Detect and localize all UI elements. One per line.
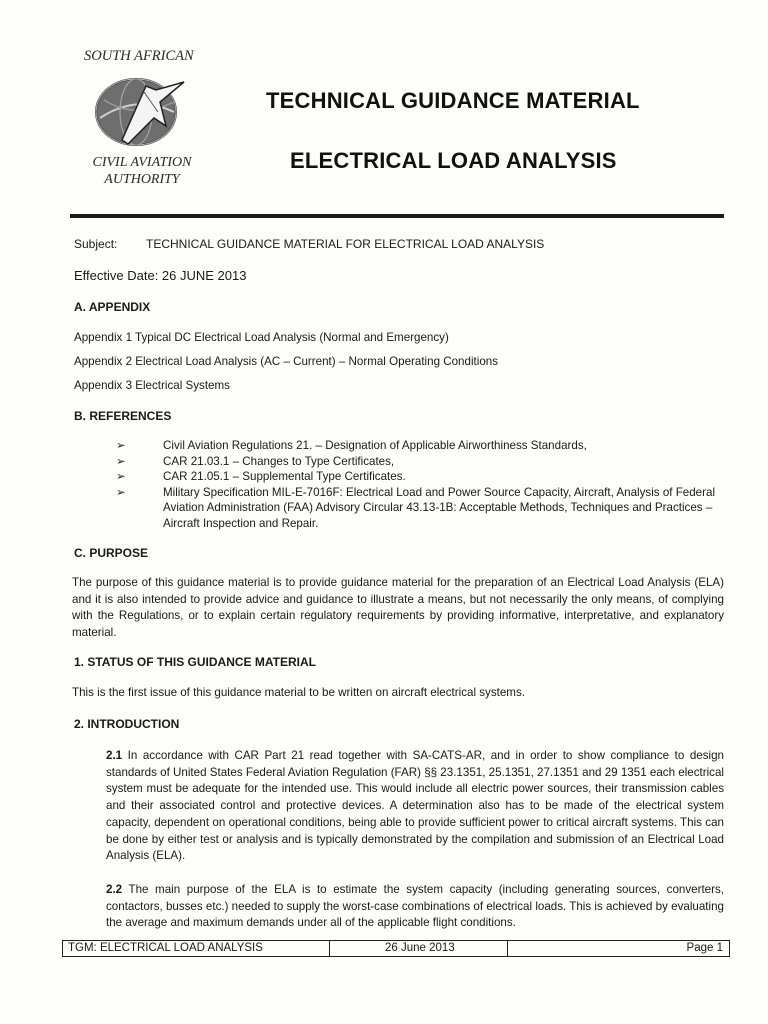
globe-aircraft-emblem-icon — [84, 72, 196, 154]
appendix-item: Appendix 2 Electrical Load Analysis (AC – Current) – Normal Operating Conditions — [74, 355, 499, 368]
status-paragraph: This is the first issue of this guidance material to be written on aircraft electrical systems. — [72, 686, 525, 699]
header-divider — [70, 214, 724, 218]
introduction-item — [106, 882, 724, 932]
section-text: The main purpose of the ELA is to estimate the system capacity (including generating sources, converters, contactors, busses etc.) needed to supply the worst-case combinations of electrical loads. This is achieved by evaluating the average and maximum demands under all of the applicable flight conditions. — [106, 883, 725, 930]
reference-text: Military Specification MIL-E-7016F: Electrical Load and Power Source Capacity, Aircraft, Analysis of Federal Aviation Administration (FAA) Advisory Circular 43.13-1B: Acceptable Methods, Techniques and Practices – Aircraft Inspection and Repair. — [163, 485, 716, 530]
footer-document-name: TGM: ELECTRICAL LOAD ANALYSIS — [68, 942, 263, 954]
footer-date: 26 June 2013 — [385, 942, 455, 954]
purpose-heading: C. PURPOSE — [74, 546, 149, 560]
appendix-item: Appendix 1 Typical DC Electrical Load Analysis (Normal and Emergency) — [74, 331, 449, 344]
reference-item — [116, 485, 726, 532]
logo-authority-text — [60, 154, 224, 188]
document-subtitle: ELECTRICAL LOAD ANALYSIS — [290, 148, 617, 173]
footer-page-number: Page 1 — [686, 942, 723, 954]
introduction-item — [106, 748, 724, 865]
status-heading: 1. STATUS OF THIS GUIDANCE MATERIAL — [74, 655, 316, 669]
reference-text: CAR 21.05.1 – Supplemental Type Certificates. — [163, 470, 406, 483]
arrow-bullet-icon: ➢ — [116, 470, 126, 483]
section-text: In accordance with CAR Part 21 read together with SA-CATS-AR, and in order to show compliance to design standards of United States Federal Aviation Regulation (FAR) §§ 23.1351, 25.1351, 27.1351 and 29 1351 each electrical system must be adequate for the intended use. This would include all electric power sources, their transmission cables and their associated control and protective devices. A determination also has to be made of the electrical system capacity, dependent on operational conditions, being able to provide sufficient power to critical aircraft systems. This can be done by either test or analysis and is typically demonstrated by the compilation and submission of an Electrical Load Analysis (ELA). — [106, 749, 724, 863]
logo-line-2: AUTHORITY — [104, 172, 180, 187]
document-title: TECHNICAL GUIDANCE MATERIAL — [266, 88, 640, 113]
introduction-heading: 2. INTRODUCTION — [74, 717, 180, 731]
reference-item — [116, 438, 726, 454]
appendix-item: Appendix 3 Electrical Systems — [74, 379, 230, 392]
reference-text: Civil Aviation Regulations 21. – Designation of Applicable Airworthiness Standards, — [163, 439, 587, 452]
reference-text: CAR 21.03.1 – Changes to Type Certificates, — [163, 454, 395, 468]
purpose-paragraph: The purpose of this guidance material is to provide guidance material for the preparation of an Electrical Load Analysis (ELA) and it is also intended to provide advice and guidance to illustrate a means, but not necessarily the only means, of complying with the Regulations, or to explain certain regulatory requirements by providing informative, interpretative, and explanatory material. — [72, 576, 724, 639]
logo-line-1: CIVIL AVIATION — [92, 155, 192, 170]
page-footer — [62, 940, 730, 957]
references-list — [116, 438, 726, 531]
effective-date: Effective Date: 26 JUNE 2013 — [74, 268, 247, 283]
subject-label: Subject: — [74, 237, 118, 251]
section-number: 2.2 — [106, 883, 123, 896]
arrow-bullet-icon: ➢ — [116, 439, 126, 452]
footer-divider — [329, 941, 330, 956]
arrow-bullet-icon: ➢ — [116, 454, 126, 468]
reference-item — [116, 454, 726, 470]
arrow-bullet-icon: ➢ — [116, 485, 126, 499]
logo-top-text: SOUTH AFRICAN — [84, 48, 194, 64]
subject-row — [74, 237, 545, 251]
appendix-heading: A. APPENDIX — [74, 300, 151, 314]
subject-value: TECHNICAL GUIDANCE MATERIAL FOR ELECTRICAL LOAD ANALYSIS — [146, 237, 545, 251]
reference-item — [116, 469, 726, 485]
references-heading: B. REFERENCES — [74, 409, 172, 423]
footer-divider — [507, 941, 508, 956]
section-number: 2.1 — [106, 749, 123, 762]
